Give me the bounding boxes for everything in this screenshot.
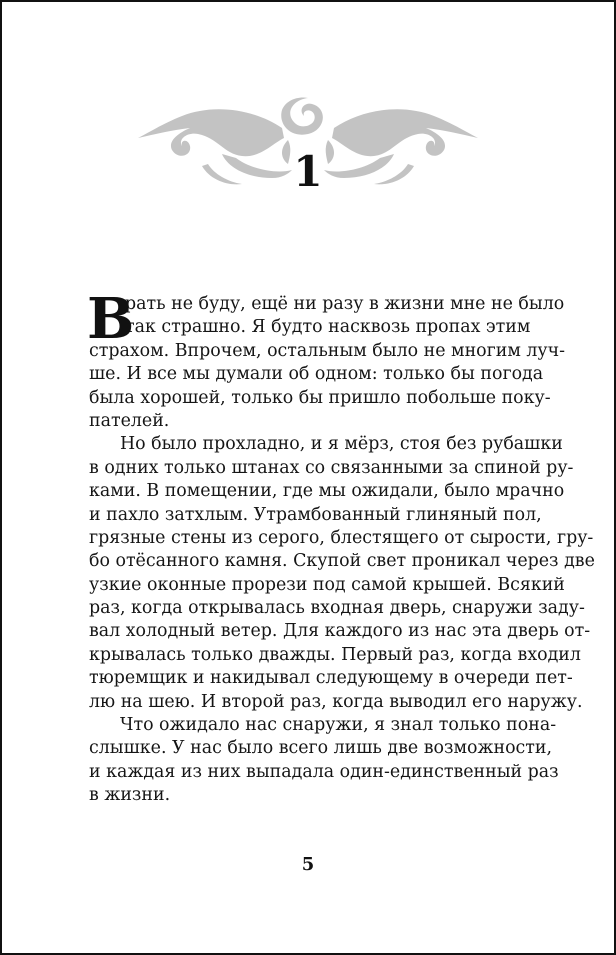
text-line: крывалась только дважды. Первый раз, когда входил	[89, 644, 581, 665]
text-line: так страшно. Я будто насквозь пропах этим	[125, 317, 531, 338]
text-line: слышке. У нас было всего лишь две возможности,	[89, 738, 553, 759]
page-number: 5	[301, 854, 315, 875]
text-line: грязные стены из серого, блестящего от сырости, гру-	[89, 527, 594, 548]
paragraph-3	[89, 714, 559, 808]
text-line: страхом. Впрочем, остальным было не многим луч-	[89, 340, 566, 361]
text-line: в жизни.	[89, 785, 171, 806]
text-line: и каждая из них выпадала один-единственный раз	[89, 761, 559, 782]
paragraph-2	[89, 433, 595, 714]
drop-cap: В	[87, 286, 135, 352]
text-line: лю на шею. И второй раз, когда выводил его наружу.	[89, 691, 583, 712]
text-line: тюремщик и накидывал следующему в очереди пет-	[89, 668, 573, 689]
text-line: ками. В помещении, где мы ожидали, было мрачно	[89, 481, 565, 502]
text-line: в одних только штанах со связанными за спиной ру-	[89, 457, 574, 478]
text-line: и пахло затхлым. Утрамбованный глиняный пол,	[89, 504, 542, 525]
text-line: пателей.	[89, 410, 170, 431]
text-line: Но было прохладно, и я мёрз, стоя без рубашки	[120, 434, 563, 455]
paragraph-1	[87, 286, 566, 433]
text-line: бо отёсанного камня. Скупой свет проникал через две	[89, 551, 595, 572]
text-line: вал холодный ветер. Для каждого из нас эта дверь от-	[89, 621, 591, 642]
text-line: ше. И все мы думали об одном: только бы погода	[89, 364, 544, 385]
chapter-body	[87, 286, 595, 808]
text-line: была хорошей, только бы пришло побольше поку-	[89, 387, 551, 408]
text-line: рать не буду, ещё ни разу в жизни мне не было	[125, 294, 565, 314]
text-line: раз, когда открывалась входная дверь, снаружи заду-	[89, 598, 585, 619]
chapter-number: 1	[293, 147, 323, 196]
text-line: узкие оконные прорези под самой крышей. Всякий	[89, 574, 565, 595]
text-line: Что ожидало нас снаружи, я знал только пона-	[120, 715, 557, 736]
